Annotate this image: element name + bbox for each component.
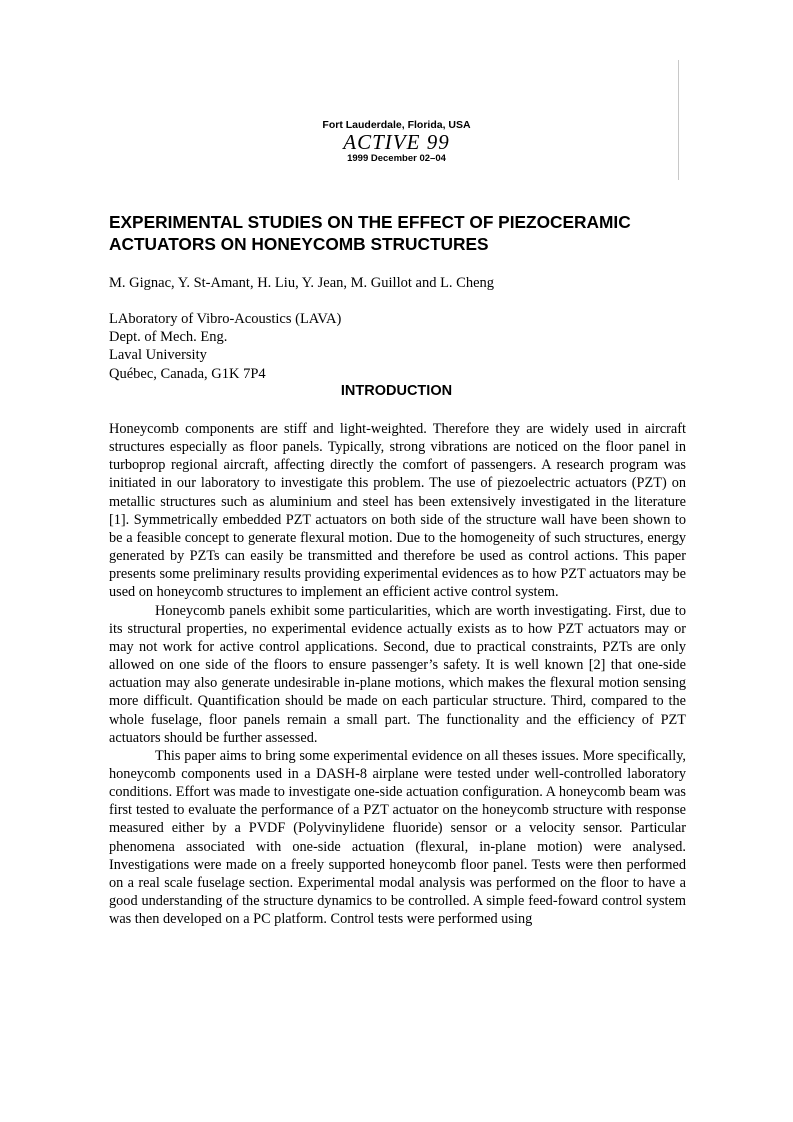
affiliation-line: Dept. of Mech. Eng.: [109, 329, 228, 346]
conference-name: ACTIVE 99: [343, 130, 450, 154]
body-paragraph: Honeycomb components are stiff and light-weighted. Therefore they are widely used in aircraft structures especially as floor panels. Typically, strong vibrations are noticed on the floor panel in turboprop regional aircraft, affecting directly the comfort of passengers. A research program was initiated in our laboratory to investigate this problem. The use of piezoelectric actuators (PZT) on metallic structures such as aluminium and steel has been extensively investigated in the literature [1]. Symmetrically embedded PZT actuators on both side of the structure wall have been shown to be a feasible concept to generate flexural motion. Due to the homogeneity of such structures, energy generated by PZTs can easily be transmitted and therefore be used as control actions. This paper presents some preliminary results providing experimental evidences as to how PZT actuators may be used on honeycomb structures to implement an efficient active control system.: [109, 421, 686, 601]
affiliation-line: LAboratory of Vibro-Acoustics (LAVA): [109, 311, 342, 327]
affiliation-line: Laval University: [109, 347, 207, 364]
affiliation-block: [109, 310, 341, 383]
conference-location: Fort Lauderdale, Florida, USA: [322, 119, 471, 131]
conference-dates: 1999 December 02–04: [347, 153, 446, 164]
author-list: M. Gignac, Y. St-Amant, H. Liu, Y. Jean, M. Guillot and L. Cheng: [109, 275, 495, 291]
paper-title: EXPERIMENTAL STUDIES ON THE EFFECT OF PIEZOCERAMIC ACTUATORS ON HONEYCOMB STRUCTURES: [109, 212, 631, 254]
affiliation-line: Québec, Canada, G1K 7P4: [109, 365, 266, 382]
body-paragraph: This paper aims to bring some experimental evidence on all theses issues. More specifically, honeycomb components used in a DASH-8 airplane were tested under well-controlled laboratory conditions. Effort was made to investigate one-side actuation configuration. A honeycomb beam was first tested to evaluate the performance of a PZT actuator on the honeycomb structure with response measured either by a PVDF (Polyvinylidene fluoride) sensor or a velocity sensor. Particular phenomena associated with one-side actuation (flexural, in-plane motion) were analysed. Investigations were made on a freely supported honeycomb floor panel. Tests were then performed on a real scale fuselage section. Experimental modal analysis was performed on the floor to have a good understanding of the structure dynamics to be controlled. A simple feed-foward control system was then developed on a PC platform. Control tests were performed using: [109, 747, 686, 928]
section-body: [109, 420, 686, 928]
conference-header: [0, 118, 793, 165]
section-heading: INTRODUCTION: [340, 383, 453, 399]
body-paragraph: Honeycomb panels exhibit some particularities, which are worth investigating. First, due to its structural properties, no experimental evidence actually exists as to how PZT actuators may or may not work for active control applications. Second, due to practical constraints, PZTs are only allowed on one side of the floors to ensure passenger’s safety. It is well known [2] that one-side actuation may also generate undesirable in-plane motions, which makes the flexural motion sensing more difficult. Quantification should be made on each particular structure. Third, compared to the whole fuselage, floor panels remain a small part. The functionality and the efficiency of PZT actuators should be further assessed.: [109, 602, 686, 746]
